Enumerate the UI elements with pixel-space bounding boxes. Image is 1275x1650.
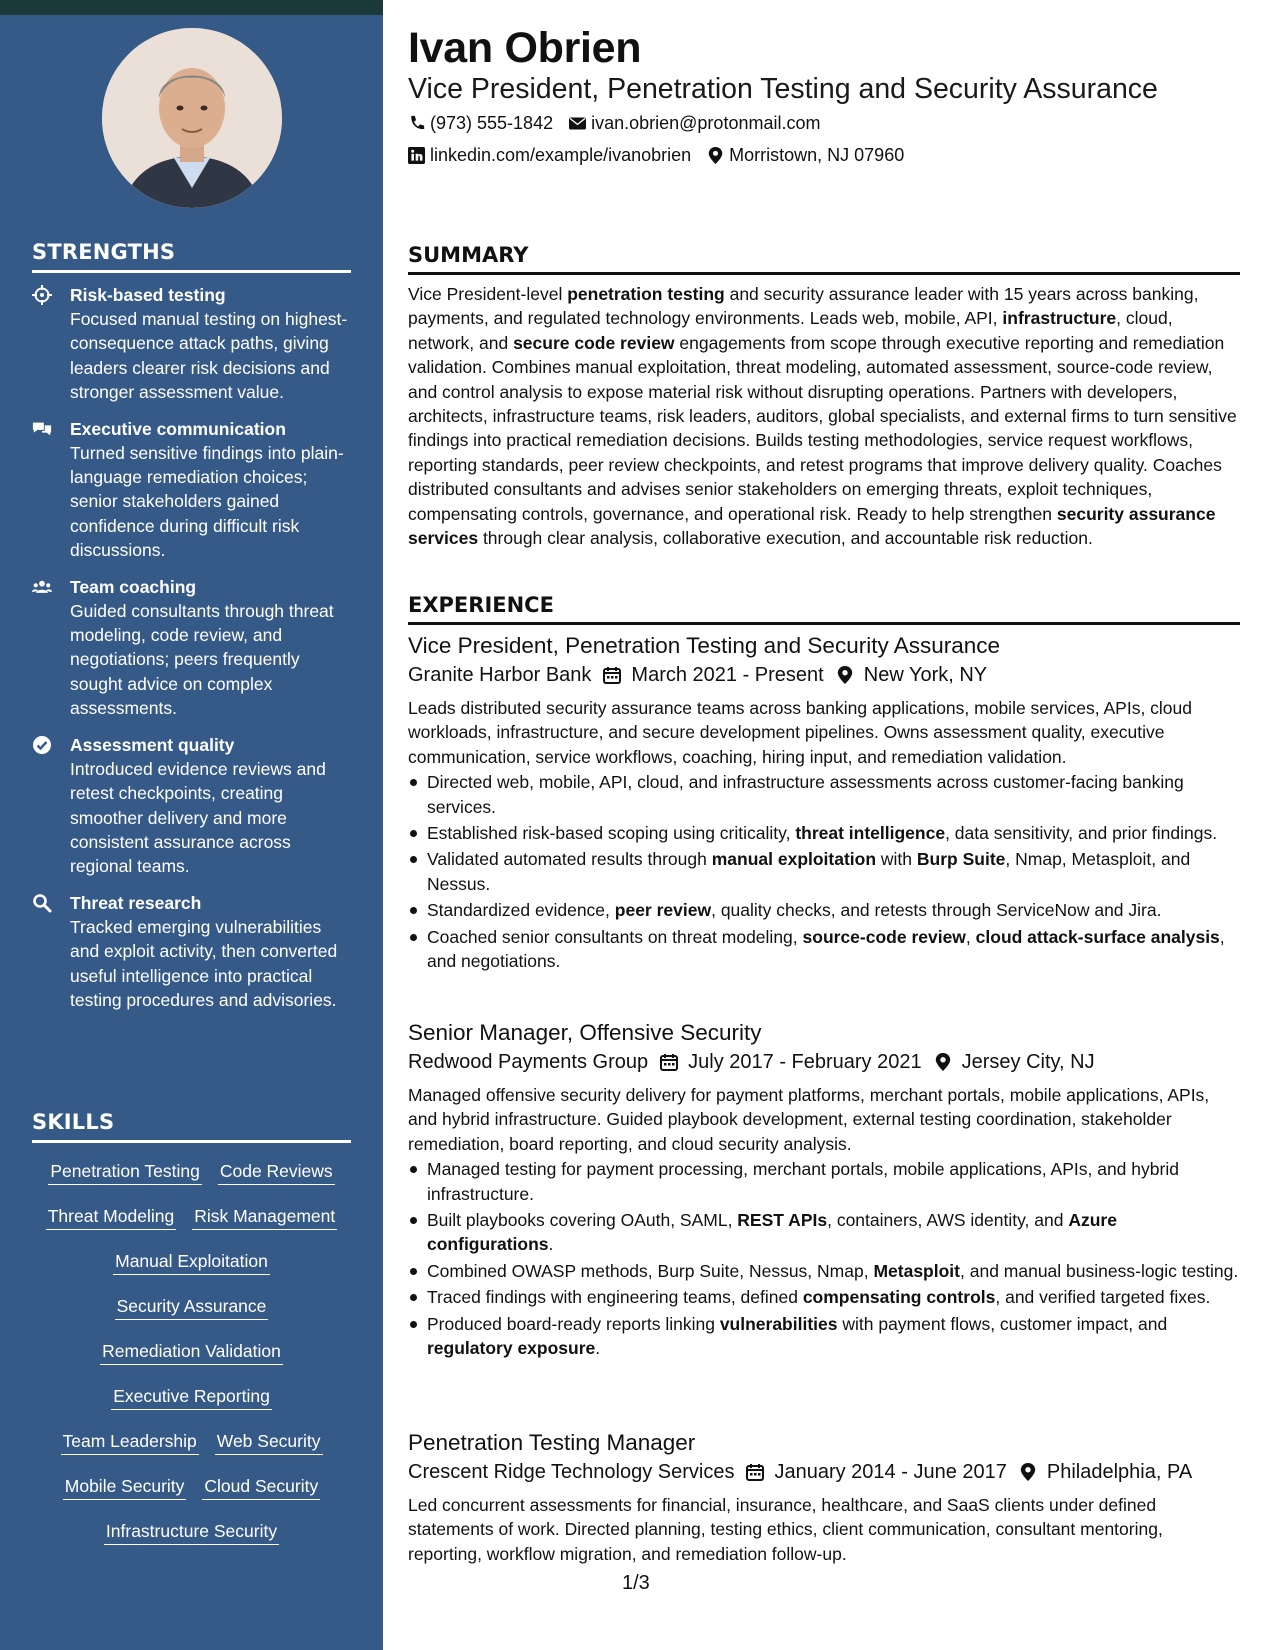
- emphasis-text: security assurance services: [408, 503, 1216, 549]
- profile-photo: [102, 28, 282, 208]
- candidate-name: Ivan Obrien: [408, 24, 642, 72]
- strength-item: [32, 575, 351, 721]
- job-location: Philadelphia, PA: [1046, 1461, 1193, 1483]
- emphasis-text: Azure configurations: [427, 1210, 1117, 1255]
- envelope-icon: [569, 115, 586, 132]
- skill-tag: Executive Reporting: [111, 1385, 272, 1410]
- job-location-wrap: [934, 1047, 1095, 1077]
- emphasis-text: infrastructure: [1002, 308, 1117, 329]
- users-icon: [32, 575, 70, 721]
- job-dates: January 2014 - June 2017: [774, 1461, 1007, 1483]
- linkedin-url[interactable]: linkedin.com/example/ivanobrien: [430, 145, 692, 165]
- job-entry: [408, 632, 1240, 975]
- job-summary: Leads distributed security assurance teams across banking applications, mobile services, APIs, cloud workloads, infrastructure, and secure development pipelines. Owns assessment quality, executive communication, service workflows, coaching, hiring input, and remediation validation.: [408, 698, 1193, 767]
- job-entry: [408, 1019, 1240, 1362]
- contact-row-2: [408, 145, 920, 166]
- emphasis-text: Metasploit: [873, 1260, 960, 1281]
- strength-description: Turned sensitive findings into plain-language remediation choices; senior stakeholders gained confidence during difficult risk discussions.: [70, 442, 344, 561]
- sidebar-top-bar: [0, 0, 383, 15]
- strength-title: Team coaching: [70, 576, 197, 597]
- strength-description: Focused manual testing on highest-consequence attack paths, giving leaders clearer risk decisions and stronger assessment value.: [70, 309, 348, 403]
- strengths-heading: STRENGTHS: [32, 240, 351, 273]
- emphasis-text: source-code review: [802, 926, 966, 947]
- skill-tag: Threat Modeling: [46, 1205, 176, 1230]
- strength-title: Executive communication: [70, 418, 286, 439]
- email-contact[interactable]: [569, 113, 820, 134]
- job-dates: July 2017 - February 2021: [688, 1051, 922, 1073]
- emphasis-text: penetration testing: [567, 284, 725, 304]
- strengths-section: [32, 240, 351, 1024]
- job-bullet: Combined OWASP methods, Burp Suite, Nessus, Nmap, Metasploit, and manual business-logic testing.: [408, 1259, 1240, 1283]
- sidebar: [0, 0, 383, 1650]
- skill-tag: Remediation Validation: [100, 1340, 283, 1365]
- skills-list: [32, 1153, 351, 1558]
- job-dates: March 2021 - Present: [631, 664, 824, 686]
- calendar-icon: [746, 1463, 764, 1481]
- strength-description: Tracked emerging vulnerabilities and exploit activity, then converted useful intelligence into practical testing procedures and advisories.: [70, 916, 338, 1010]
- job-location: Jersey City, NJ: [961, 1051, 1095, 1073]
- emphasis-text: vulnerabilities: [719, 1313, 838, 1334]
- emphasis-text: REST APIs: [737, 1210, 828, 1231]
- job-bullet: Standardized evidence, peer review, quality checks, and retests through ServiceNow and Jira.: [408, 898, 1240, 922]
- search-icon: [32, 891, 70, 1013]
- contact-row-1: [408, 113, 836, 134]
- calendar-icon: [660, 1053, 678, 1071]
- skill-tag: Penetration Testing: [48, 1160, 202, 1185]
- map-pin-icon: [1019, 1463, 1037, 1481]
- page-number: 1/3: [622, 1572, 650, 1594]
- job-dates-wrap: [603, 660, 823, 690]
- skill-tag: Risk Management: [192, 1205, 337, 1230]
- linkedin-contact[interactable]: [408, 145, 691, 166]
- job-location: New York, NY: [863, 664, 988, 686]
- job-meta: [408, 660, 1240, 690]
- skill-tag: Security Assurance: [115, 1295, 269, 1320]
- emphasis-text: secure code review: [513, 332, 675, 353]
- job-dates-wrap: [746, 1457, 1006, 1487]
- linkedin-icon: [408, 147, 425, 164]
- emphasis-text: Burp Suite: [916, 849, 1006, 870]
- strength-title: Threat research: [70, 892, 202, 913]
- strength-description: Introduced evidence reviews and retest checkpoints, creating smoother delivery and more consistent assurance across regional teams.: [70, 758, 326, 877]
- skill-tag: Manual Exploitation: [113, 1250, 270, 1275]
- phone-number: (973) 555-1842: [430, 113, 554, 133]
- emphasis-text: cloud attack-surface analysis: [975, 926, 1220, 947]
- summary-text: Vice President-level penetration testing and security assurance leader with 15 years across banking, payments, and regulated technology environments. Leads web, mobile, API, infrastructure, cloud, network, and secure code review engagements from scope through executive reporting and remediation validation. Combines manual exploitation, threat modeling, automated assessment, source-code review, and control analysis to expose material risk without disrupting operations. Partners with developers, architects, infrastructure teams, risk leaders, auditors, global specialists, and external firms to turn sensitive findings into practical remediation decisions. Builds testing methodologies, service request workflows, reporting standards, peer review checkpoints, and retest programs that improve delivery quality. Coaches distributed consultants and advises senior stakeholders on emerging threats, exploit techniques, compensating controls, governance, and operational risk. Ready to help strengthen security assurance services through clear analysis, collaborative execution, and accountable risk reduction.: [408, 284, 1237, 549]
- job-title: Penetration Testing Manager: [408, 1430, 696, 1455]
- job-summary: Led concurrent assessments for financial, insurance, healthcare, and SaaS clients under defined statements of work. Directed planning, testing ethics, client communication, consultant mentoring, reporting, workflow migration, and remediation follow-up.: [408, 1495, 1163, 1564]
- job-bullet: Built playbooks covering OAuth, SAML, REST APIs, containers, AWS identity, and Azure configurations.: [408, 1208, 1240, 1257]
- phone-contact: [408, 113, 553, 134]
- candidate-headline: Vice President, Penetration Testing and Security Assurance: [408, 73, 1158, 105]
- strength-title: Risk-based testing: [70, 285, 226, 305]
- skills-section: [32, 1110, 351, 1558]
- emphasis-text: compensating controls: [802, 1287, 996, 1308]
- job-bullet: Directed web, mobile, API, cloud, and infrastructure assessments across customer-facing banking services.: [408, 770, 1240, 819]
- strength-item: [32, 891, 351, 1013]
- strength-item: [32, 417, 351, 563]
- job-bullet: Produced board-ready reports linking vulnerabilities with payment flows, customer impact, and regulatory exposure.: [408, 1312, 1240, 1361]
- job-company: Granite Harbor Bank: [408, 664, 592, 686]
- skill-tag: Team Leadership: [61, 1430, 199, 1455]
- job-bullet: Managed testing for payment processing, merchant portals, mobile applications, APIs, and hybrid infrastructure.: [408, 1157, 1240, 1206]
- job-dates-wrap: [660, 1047, 921, 1077]
- job-meta: [408, 1047, 1240, 1077]
- job-location-wrap: [1019, 1457, 1192, 1487]
- skill-tag: Cloud Security: [202, 1475, 320, 1500]
- job-entry: [408, 1429, 1240, 1566]
- check-circle-icon: [32, 733, 70, 879]
- strength-description: Guided consultants through threat modeling, code review, and negotiations; peers frequently sought advice on complex assessments.: [70, 600, 334, 719]
- map-pin-icon: [836, 666, 854, 684]
- strength-item: [32, 283, 351, 405]
- email-address[interactable]: ivan.obrien@protonmail.com: [591, 113, 821, 133]
- chat-bubbles-icon: [32, 417, 70, 563]
- emphasis-text: manual exploitation: [711, 849, 877, 870]
- phone-icon: [408, 115, 425, 132]
- skills-heading: SKILLS: [32, 1110, 351, 1143]
- location-contact: [707, 145, 904, 166]
- summary-heading: SUMMARY: [408, 243, 1240, 275]
- emphasis-text: peer review: [614, 900, 712, 921]
- location-text: Morristown, NJ 07960: [729, 145, 905, 165]
- map-pin-icon: [707, 147, 724, 164]
- emphasis-text: regulatory exposure: [427, 1338, 596, 1359]
- calendar-icon: [603, 666, 621, 684]
- job-bullet: Traced findings with engineering teams, defined compensating controls, and verified targeted fixes.: [408, 1285, 1240, 1309]
- job-meta: [408, 1457, 1240, 1487]
- skill-tag: Infrastructure Security: [104, 1520, 279, 1545]
- job-bullet: Coached senior consultants on threat modeling, source-code review, cloud attack-surface analysis, and negotiations.: [408, 925, 1240, 974]
- job-bullet: Validated automated results through manual exploitation with Burp Suite, Nmap, Metasploit, and Nessus.: [408, 847, 1240, 896]
- strength-item: [32, 733, 351, 879]
- job-company: Crescent Ridge Technology Services: [408, 1461, 735, 1483]
- job-bullet: Established risk-based scoping using criticality, threat intelligence, data sensitivity, and prior findings.: [408, 821, 1240, 845]
- experience-heading: EXPERIENCE: [408, 593, 1240, 625]
- strength-title: Assessment quality: [70, 734, 235, 755]
- skill-tag: Mobile Security: [63, 1475, 187, 1500]
- skill-tag: Web Security: [215, 1430, 323, 1455]
- job-bullets: [408, 770, 1240, 973]
- job-location-wrap: [836, 660, 987, 690]
- map-pin-icon: [934, 1053, 952, 1071]
- emphasis-text: threat intelligence: [795, 823, 946, 844]
- profile-photo-illustration: [102, 28, 282, 208]
- job-company: Redwood Payments Group: [408, 1051, 649, 1073]
- job-title: Senior Manager, Offensive Security: [408, 1020, 762, 1045]
- job-title: Vice President, Penetration Testing and Security Assurance: [408, 633, 1001, 658]
- job-summary: Managed offensive security delivery for payment platforms, merchant portals, mobile applications, APIs, and hybrid infrastructure. Guided playbook development, external testing coordination, stakeholder remediation, board reporting, and cloud security analysis.: [408, 1085, 1210, 1154]
- job-bullets: [408, 1157, 1240, 1360]
- crosshair-icon: [32, 283, 70, 405]
- skill-tag: Code Reviews: [218, 1160, 335, 1185]
